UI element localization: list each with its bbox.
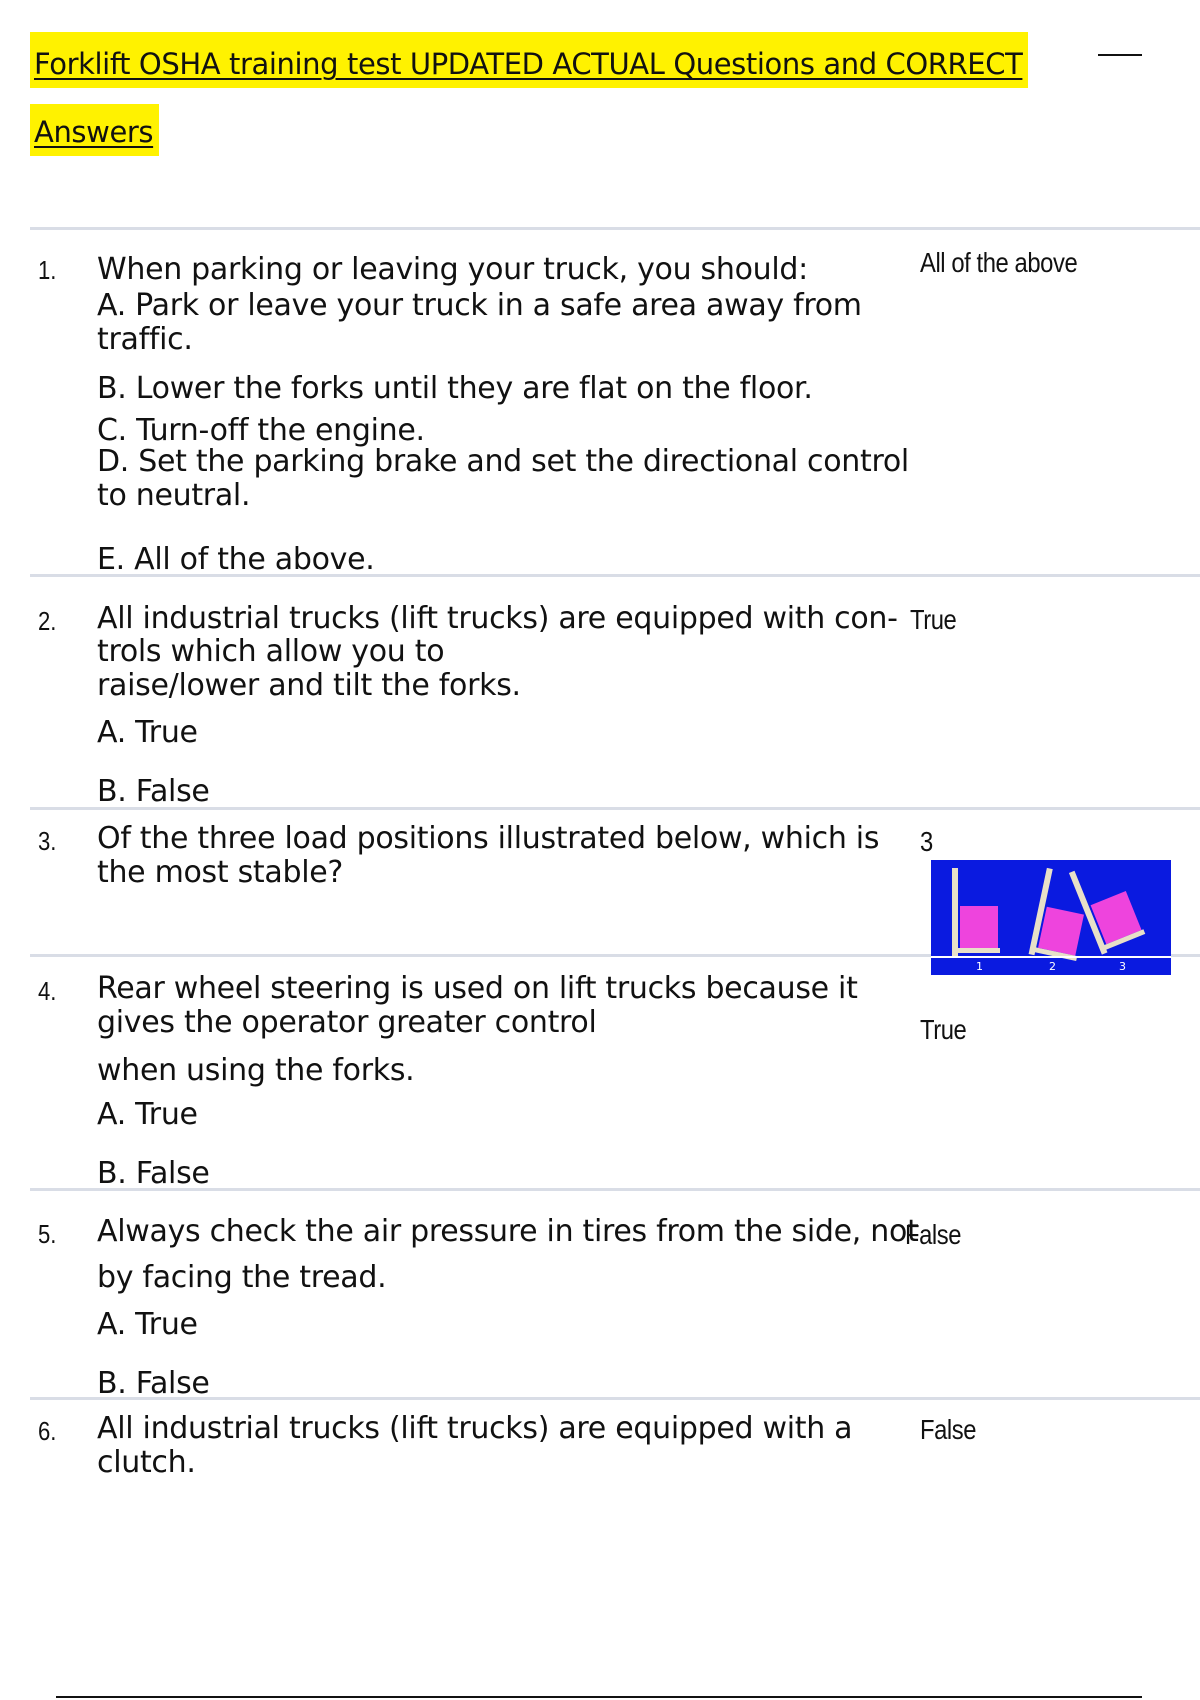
answer-option: A. True (97, 715, 198, 750)
position-label-3: 3 (1119, 960, 1126, 973)
section-divider (30, 227, 1200, 230)
correct-answer: True (910, 604, 957, 635)
correct-answer: 3 (920, 826, 933, 857)
question-text: All industrial trucks (lift trucks) are equipped with con- (97, 601, 898, 636)
mast-1 (952, 868, 958, 956)
document-title: Forklift OSHA training test UPDATED ACTUAL Questions and CORRECT (30, 32, 1028, 88)
answer-option: D. Set the parking brake and set the directional control (97, 444, 909, 479)
question-text: Of the three load positions illustrated below, which is (97, 821, 880, 856)
correct-answer: True (920, 1014, 967, 1045)
answer-option: C. Turn-off the engine. (97, 413, 425, 448)
question-text-continued: clutch. (97, 1445, 196, 1480)
answer-option-continued: traffic. (97, 322, 193, 357)
question-text: Rear wheel steering is used on lift trucks because it (97, 971, 858, 1006)
correct-answer: All of the above (920, 247, 1078, 278)
position-label-1: 1 (976, 960, 983, 973)
answer-option: A. True (97, 1307, 198, 1342)
footer-rule (56, 1696, 1142, 1698)
answer-option: A. Park or leave your truck in a safe area away from (97, 288, 862, 323)
question-text-continued: raise/lower and tilt the forks. (97, 668, 521, 703)
correct-answer: False (905, 1219, 962, 1250)
floor-line (931, 956, 1171, 958)
question-number: 5. (38, 1219, 57, 1249)
load-positions-illustration (931, 860, 1171, 975)
answer-option: B. False (97, 774, 210, 809)
question-text: When parking or leaving your truck, you should: (97, 252, 808, 287)
question-number: 3. (38, 826, 57, 856)
load-positions-figure (931, 860, 1171, 975)
question-text-continued: by facing the tread. (97, 1260, 387, 1295)
correct-answer: False (920, 1414, 977, 1445)
load-box-1 (960, 906, 998, 948)
answer-option: A. True (97, 1097, 198, 1132)
document-title-continued: Answers (30, 104, 159, 156)
question-text-continued: gives the operator greater control (97, 1005, 597, 1040)
answer-option-continued: to neutral. (97, 478, 251, 513)
question-text: All industrial trucks (lift trucks) are equipped with a (97, 1411, 853, 1446)
answer-option: B. False (97, 1366, 210, 1401)
answer-option: E. All of the above. (97, 542, 375, 577)
question-number: 1. (38, 255, 57, 285)
position-label-2: 2 (1049, 960, 1056, 973)
answer-option: B. Lower the forks until they are flat on the floor. (97, 371, 813, 406)
title-underline-tail (1098, 54, 1142, 56)
question-number: 4. (38, 976, 57, 1006)
question-text-continued: the most stable? (97, 855, 344, 890)
question-text-continued: trols which allow you to (97, 634, 445, 669)
question-text: Always check the air pressure in tires from the side, not (97, 1214, 919, 1249)
question-number: 6. (38, 1416, 57, 1446)
question-number: 2. (38, 606, 57, 636)
question-text-continued: when using the forks. (97, 1053, 415, 1088)
answer-option: B. False (97, 1156, 210, 1191)
fork-1 (956, 948, 1000, 953)
